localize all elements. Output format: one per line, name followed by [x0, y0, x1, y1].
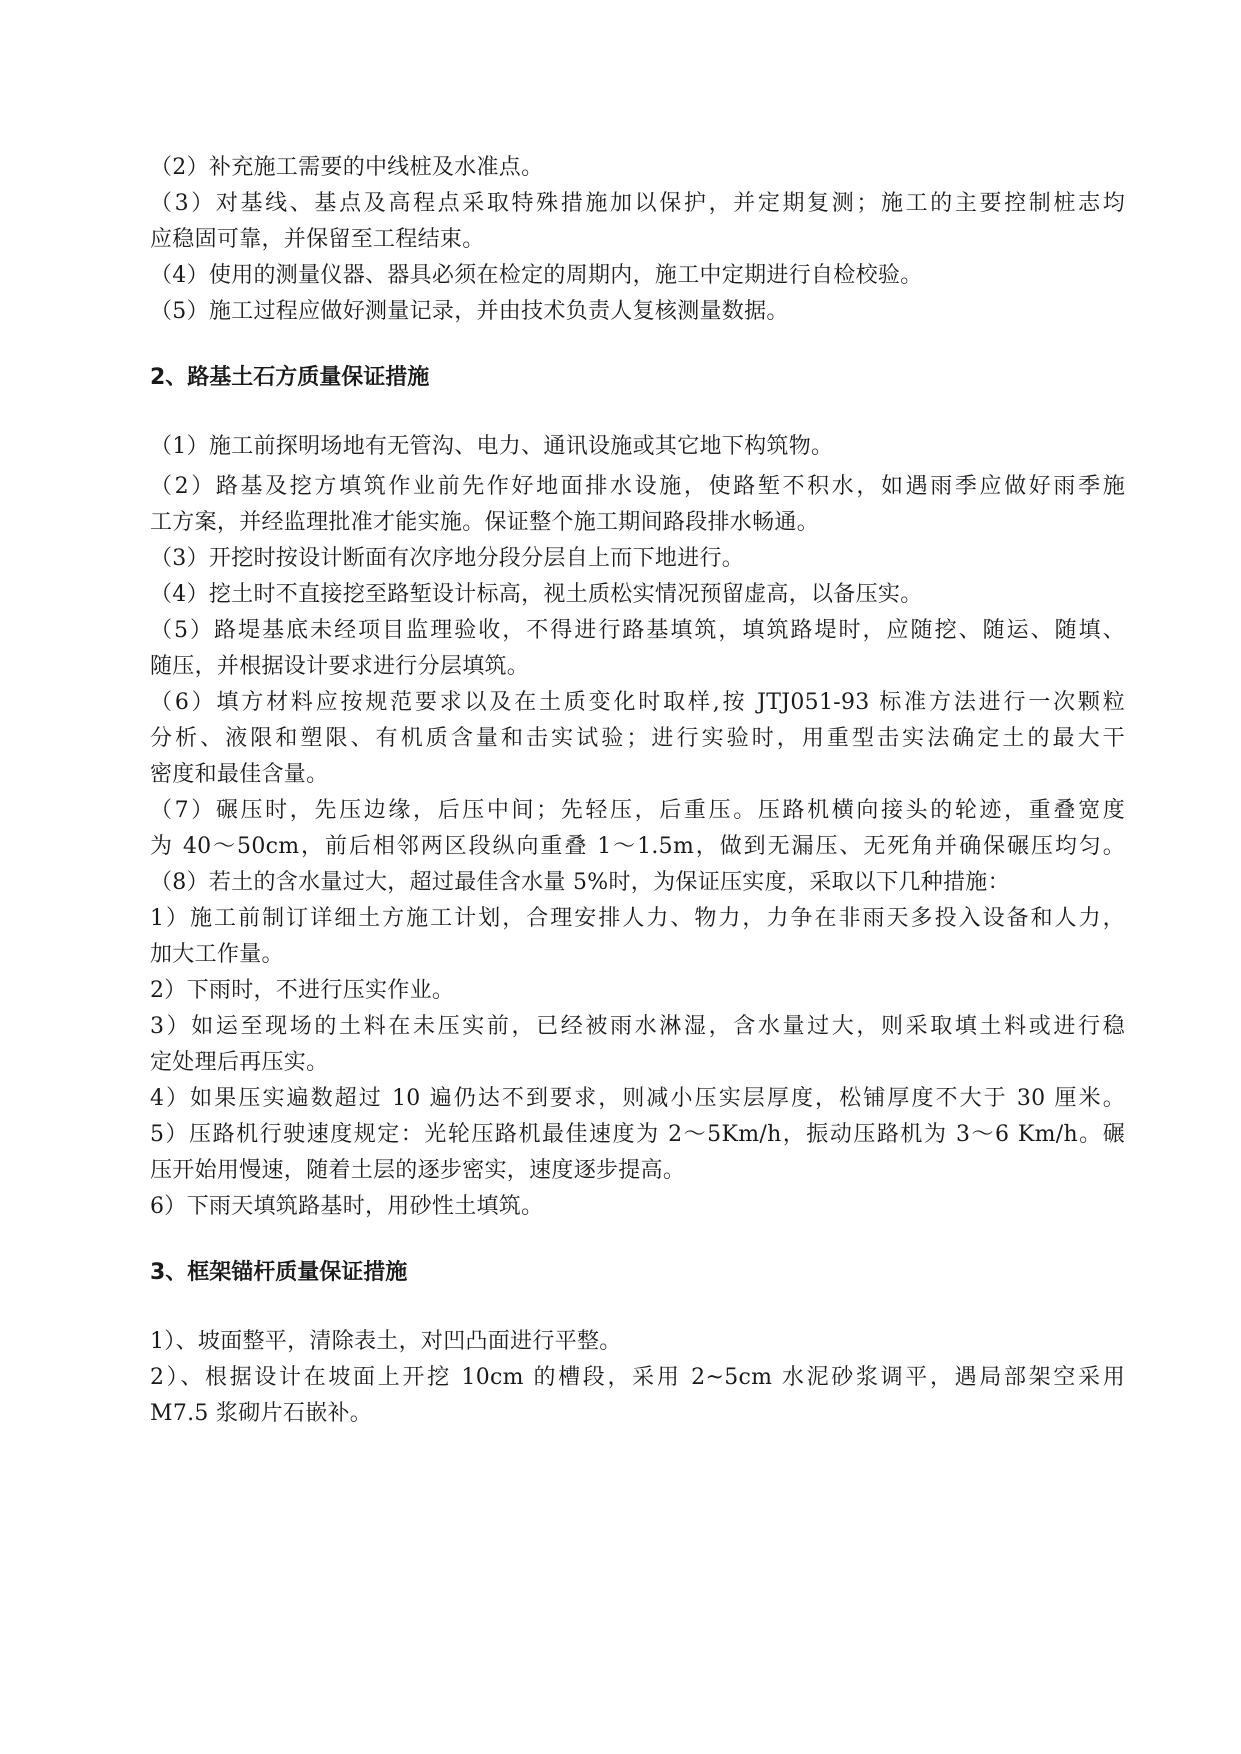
- text-line: 分析、液限和塑限、有机质含量和击实试验；进行实验时，用重型击实法确定土的最大干: [150, 726, 1125, 751]
- text-line: （2）补充施工需要的中线桩及水准点。: [150, 155, 544, 180]
- text-line: （3）对基线、基点及高程点采取特殊措施加以保护，并定期复测；施工的主要控制桩志均: [150, 191, 1125, 216]
- text-line: 压开始用慢速，随着土层的逐步密实，速度逐步提高。: [150, 1158, 686, 1183]
- text-line: 定处理后再压实。: [150, 1050, 329, 1075]
- text-line: 随压，并根据设计要求进行分层填筑。: [150, 654, 530, 679]
- text-line: （6）填方材料应按规范要求以及在土质变化时取样,按 JTJ051-93 标准方法进行一次颗粒: [150, 690, 1125, 715]
- spacer: [150, 330, 1125, 360]
- spacer: [150, 1225, 1125, 1255]
- text-line: （3）开挖时按设计断面有次序地分段分层自上而下地进行。: [150, 546, 745, 571]
- text-line: （5）路堤基底未经项目监理验收，不得进行路基填筑，填筑路堤时，应随挖、随运、随填、: [150, 618, 1125, 643]
- document-page: [150, 150, 1125, 1432]
- text-line: （5）施工过程应做好测量记录，并由技术负责人复核测量数据。: [150, 299, 789, 324]
- text-line: （8）若土的含水量过大，超过最佳含水量 5%时，为保证压实度，采取以下几种措施：: [150, 870, 1010, 895]
- section-heading: 3、框架锚杆质量保证措施: [150, 1260, 408, 1285]
- text-line: 6）下雨天填筑路基时，用砂性土填筑。: [150, 1194, 544, 1219]
- text-line: 为 40～50cm，前后相邻两区段纵向重叠 1～1.5m，做到无漏压、无死角并确保碾压均匀。: [150, 834, 1125, 859]
- text-line: （4）使用的测量仪器、器具必须在检定的周期内，施工中定期进行自检校验。: [150, 263, 923, 288]
- text-line: 2）、根据设计在坡面上开挖 10cm 的槽段，采用 2~5cm 水泥砂浆调平，遇局部架空采用: [150, 1365, 1125, 1390]
- text-line: （4）挖土时不直接挖至路堑设计标高，视土质松实情况预留虚高，以备压实。: [150, 582, 923, 607]
- text-line: （2）路基及挖方填筑作业前先作好地面排水设施，使路堑不积水，如遇雨季应做好雨季施: [150, 474, 1125, 499]
- text-line: 1）施工前制订详细土方施工计划，合理安排人力、物力，力争在非雨天多投入设备和人力，: [150, 906, 1125, 931]
- text-line: 1）、坡面整平，清除表土，对凹凸面进行平整。: [150, 1329, 622, 1354]
- text-line: 2）下雨时，不进行压实作业。: [150, 978, 455, 1003]
- spacer: [150, 1291, 1125, 1324]
- text-line: 应稳固可靠，并保留至工程结束。: [150, 227, 485, 252]
- text-line: 加大工作量。: [150, 942, 284, 967]
- text-line: （1）施工前探明场地有无管沟、电力、通讯设施或其它地下构筑物。: [150, 434, 834, 459]
- text-line: 密度和最佳含量。: [150, 762, 329, 787]
- section-heading: 2、路基土石方质量保证措施: [150, 365, 430, 390]
- spacer: [150, 396, 1125, 429]
- text-line: （7）碾压时，先压边缘，后压中间；先轻压，后重压。压路机横向接头的轮迹，重叠宽度: [150, 798, 1125, 823]
- text-line: 4）如果压实遍数超过 10 遍仍达不到要求，则减小压实层厚度，松铺厚度不大于 30 厘米。: [150, 1086, 1125, 1111]
- text-line: 5）压路机行驶速度规定：光轮压路机最佳速度为 2～5Km/h，振动压路机为 3～6 Km/h。碾: [150, 1122, 1125, 1147]
- text-line: M7.5 浆砌片石嵌补。: [150, 1401, 373, 1426]
- text-line: 工方案，并经监理批准才能实施。保证整个施工期间路段排水畅通。: [150, 510, 820, 535]
- text-line: 3）如运至现场的土料在未压实前，已经被雨水淋湿，含水量过大，则采取填土料或进行稳: [150, 1014, 1125, 1039]
